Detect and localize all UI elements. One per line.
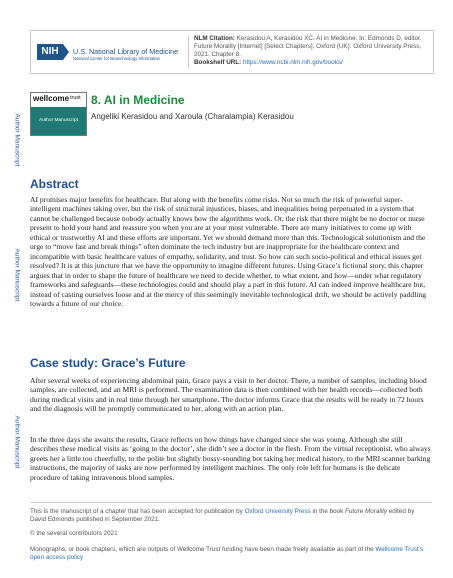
nlm-citation-box [30,30,434,74]
citation-label: NLM Citation: [194,35,235,42]
chapter-title: 8. AI in Medicine [91,93,185,107]
publisher-link[interactable]: Oxford University Press [244,508,311,515]
open-access-policy-link[interactable]: Wellcome Trust’s open access policy [30,546,424,562]
author-manuscript-side-label: Author Manuscript [13,113,21,167]
nlm-logo-subtitle: National Center for Biotechnology Information [73,56,160,61]
case-study-heading: Case study: Grace’s Future [30,356,186,370]
bookshelf-url-link[interactable]: https://www.ncbi.nlm.nih.gov/books/ [242,59,343,66]
open-access-note [30,546,432,563]
abstract-text: AI promises major benefits for healthcare. But along with the benefits come risks. Not so much the risk of powerful super-intelligent machines taking over, but the risk of structural injustices, biases, and inequalities being perpetuated in a system that cannot be challenged because nobody actually knows how the algorithms work. Or, the risk that there might be no doctor or nurse present to hold your hand and reassure you when you are at your most vulnerable. There are many initiatives to come up with ethical or trustworthy AI and these efforts are important. Yet we should demand more than this. Technological solutionism and the urge to “move fast and break things” often dominate the tech industry but are inappropriate for the healthcare context and incompatible with basic healthcare values of empathy, solidarity, and trust. So how can such socio-political and ethical issues get resolved? It is at this juncture that we have the opportunity to imagine different futures. Using Grace’s fictional story, this chapter argues that in order to shape the future of healthcare we need to decide whether, to what extent, and how—under what regulatory frameworks and safeguards—these technologies could and should play a part in this future. AI can indeed improve healthcare but, instead of casting ourselves loose and at the mercy of this seemingly inevitable technological drift, we should be actively paddling towards a future of our choice. [30,195,427,308]
author-manuscript-panel: Author Manuscript [31,107,86,135]
bookshelf-label: Bookshelf URL: [194,59,242,66]
manuscript-note-text: This is the manuscript of a chapter that has been accepted for publication by [30,508,245,515]
citation-text: Kerasidou A, Kerasidou XC. AI in Medicine. In: Edmonds D, editor. Future Morality [Internet] [Select Chapters]. Oxford (UK): Oxford University Press; 2021. Chapter 8. [194,35,422,58]
abstract-heading: Abstract [30,177,79,191]
case-study-paragraph: After several weeks of experiencing abdominal pain, Grace pays a visit to her doctor. There, a number of samples, including blood samples, are collected, and an MRI is performed. The examination data is then combined with her health records—collected both during medical visits and in real time through her smartphone. The doctor informs Grace that the results will be ready in 72 hours and the diagnosis will be promptly communicated to her, along with an action plan. [30,376,427,414]
manuscript-note-text: edited by David Edmonds published in September 2021. [30,508,415,524]
nih-logo-arrow-icon [63,44,69,60]
wellcome-logo-suffix: trust [70,95,81,101]
nih-logo-icon: NIH [37,44,63,60]
author-manuscript-side-label: Author Manuscript [13,248,21,302]
wellcome-trust-logo [31,93,86,107]
nlm-divider [188,36,189,68]
manuscript-note-text: in the book [310,508,346,515]
open-access-text: Monographs, or book chapters, which are outputs of Wellcome Trust funding have been made freely available as part of the [30,546,376,553]
wellcome-trust-badge [30,92,87,136]
case-study-paragraph: In the three days she awaits the results, Grace reflects on how things have changed since she was young. Although she still describes these medical visits as ‘going to the doctor’, she didn’t see a doctor in the flesh. From the virtual receptionist, who always greets her a little too cheerfully, to the polite but slightly bossy-sounding bot taking her medical history, to the MRI scanner barking instructions, the majority of tasks are now performed by intelligent machines. The only role left for humans is the delicate procedure of taking intravenous blood samples. [30,435,431,482]
citation-block [194,35,430,67]
book-title: Future Morality [345,508,388,515]
author-manuscript-side-label: Author Manuscript [13,415,21,469]
wellcome-logo-word: wellcome [33,94,70,103]
copyright-note: © the several contributors 2021 [30,530,118,537]
chapter-authors: Angeliki Kerasidou and Xaroula (Charalampia) Kerasidou [91,112,294,121]
nlm-logo-name: U.S. National Library of Medicine [73,47,179,56]
manuscript-note [30,508,432,525]
footer-divider [30,502,432,503]
nlm-logo [37,39,184,65]
